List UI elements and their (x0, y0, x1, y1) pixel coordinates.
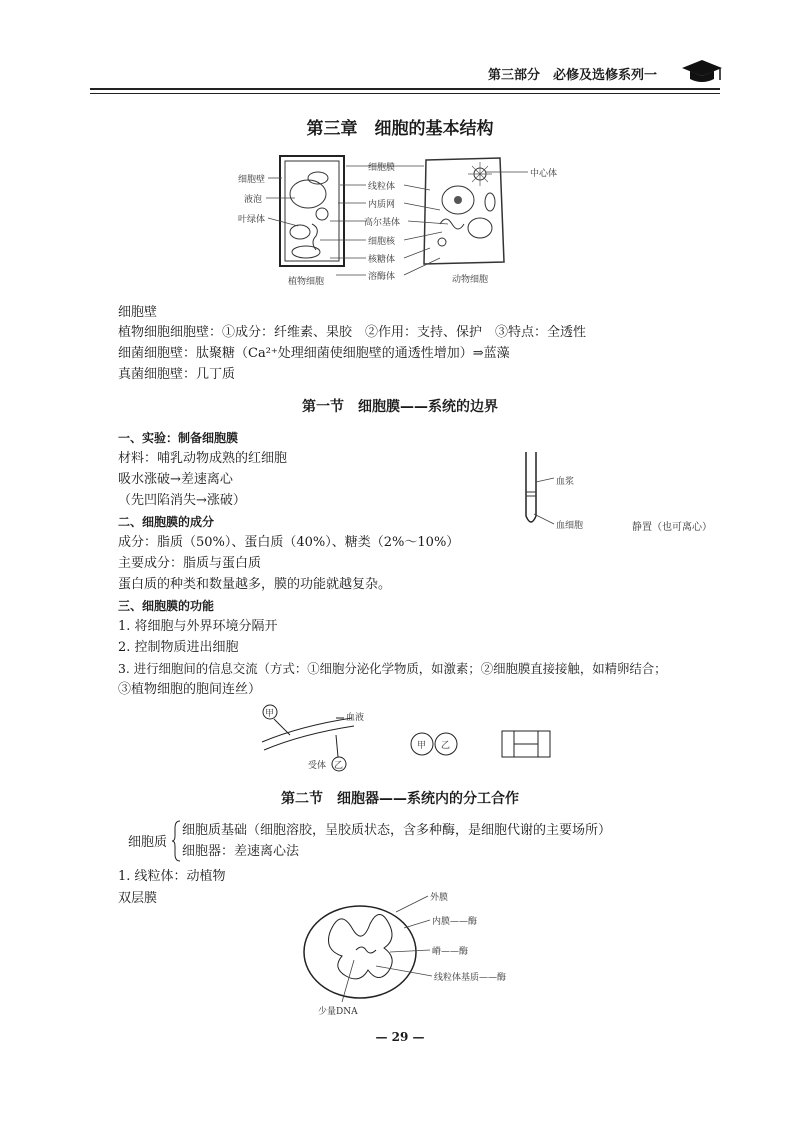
cell-wall-heading: 细胞壁 (118, 305, 158, 320)
label-cell-membrane: 细胞膜 (368, 163, 396, 173)
mitochondria-subheading: 双层膜 (118, 891, 158, 906)
running-header: 第三部分 必修及选修系列一 (488, 68, 658, 83)
label-lysosome: 溶酶体 (368, 272, 396, 282)
cell-wall-line: 植物细胞细胞壁：①成分：纤维素、果胶 ②作用：支持、保护 ③特点：全透性 (118, 325, 587, 340)
label-ribosome: 核糖体 (368, 255, 396, 265)
label-jia-1: 甲 (265, 709, 275, 719)
composition-line: 成分：脂质（50%）、蛋白质（40%）、糖类（2%～10%） (118, 535, 460, 550)
page-number: — 29 — (375, 1030, 425, 1044)
function-line: ③植物细胞的胞间连丝） (118, 682, 262, 697)
cytoplasm-line: 细胞器：差速离心法 (182, 844, 300, 859)
experiment-line: （先凹陷消失→涨破） (118, 493, 246, 508)
label-blood-cells: 血细胞 (556, 521, 584, 531)
label-blood: 血液 (346, 713, 365, 723)
section1-title: 第一节 细胞膜——系统的边界 (302, 399, 498, 415)
label-mitochondrion: 线粒体 (368, 182, 396, 192)
label-receptor: 受体 (308, 761, 327, 771)
cell-wall-line: 真菌细胞壁：几丁质 (118, 367, 236, 382)
experiment-line: 材料：哺乳动物成熟的红细胞 (118, 451, 288, 466)
composition-heading: 二、细胞膜的成分 (118, 515, 215, 529)
caption-plant-cell: 植物细胞 (288, 277, 325, 287)
label-centrosome: 中心体 (530, 169, 558, 179)
label-er: 内质网 (368, 200, 396, 210)
label-jia-2: 甲 (417, 741, 427, 751)
section2-title: 第二节 细胞器——系统内的分工合作 (281, 791, 519, 807)
chapter-title: 第三章 细胞的基本结构 (306, 119, 494, 139)
caption-animal-cell: 动物细胞 (452, 275, 489, 285)
cell-wall-line: 细菌细胞壁：肽聚糖（Ca²⁺处理细菌使细胞壁的通透性增加）⇒蓝藻 (118, 346, 510, 361)
label-vacuole: 液泡 (244, 195, 263, 205)
label-settle: 静置（也可离心） (632, 522, 712, 533)
experiment-heading: 一、实验：制备细胞膜 (118, 431, 239, 445)
label-nucleus: 细胞核 (368, 237, 396, 247)
label-matrix: 线粒体基质——酶 (434, 973, 507, 983)
experiment-line: 吸水涨破→差速离心 (118, 472, 233, 487)
mitochondria-heading: 1. 线粒体：动植物 (118, 869, 226, 884)
label-golgi: 高尔基体 (364, 218, 401, 228)
function-line: 1. 将细胞与外界环境分隔开 (118, 619, 278, 634)
label-dna: 少量DNA (318, 1007, 358, 1017)
function-line: 2. 控制物质进出细胞 (118, 640, 239, 655)
mitochondrion-drawing (300, 880, 540, 1020)
composition-line: 蛋白质的种类和数量越多，膜的功能就越复杂。 (118, 577, 392, 592)
label-cell-wall: 细胞壁 (238, 175, 266, 185)
label-yi-1: 乙 (334, 761, 344, 771)
cytoplasm-line: 细胞质基础（细胞溶胶，呈胶质状态，含多种酶，是细胞代谢的主要场所） (182, 823, 612, 838)
cytoplasm-label: 细胞质 (128, 835, 168, 850)
label-plasma: 血浆 (556, 477, 575, 487)
label-inner-membrane: 内膜——酶 (432, 917, 478, 927)
label-yi-2: 乙 (441, 741, 451, 751)
label-outer-membrane: 外膜 (430, 893, 449, 903)
function-line: 3. 进行细胞间的信息交流（方式：①细胞分泌化学物质，如激素；②细胞膜直接接触，如精卵结合； (118, 661, 667, 676)
label-chloroplast: 叶绿体 (238, 215, 266, 225)
composition-line: 主要成分：脂质与蛋白质 (118, 556, 262, 571)
brace-icon (172, 820, 182, 862)
label-cristae: 嵴——酶 (432, 947, 469, 957)
function-heading: 三、细胞膜的功能 (118, 599, 215, 613)
